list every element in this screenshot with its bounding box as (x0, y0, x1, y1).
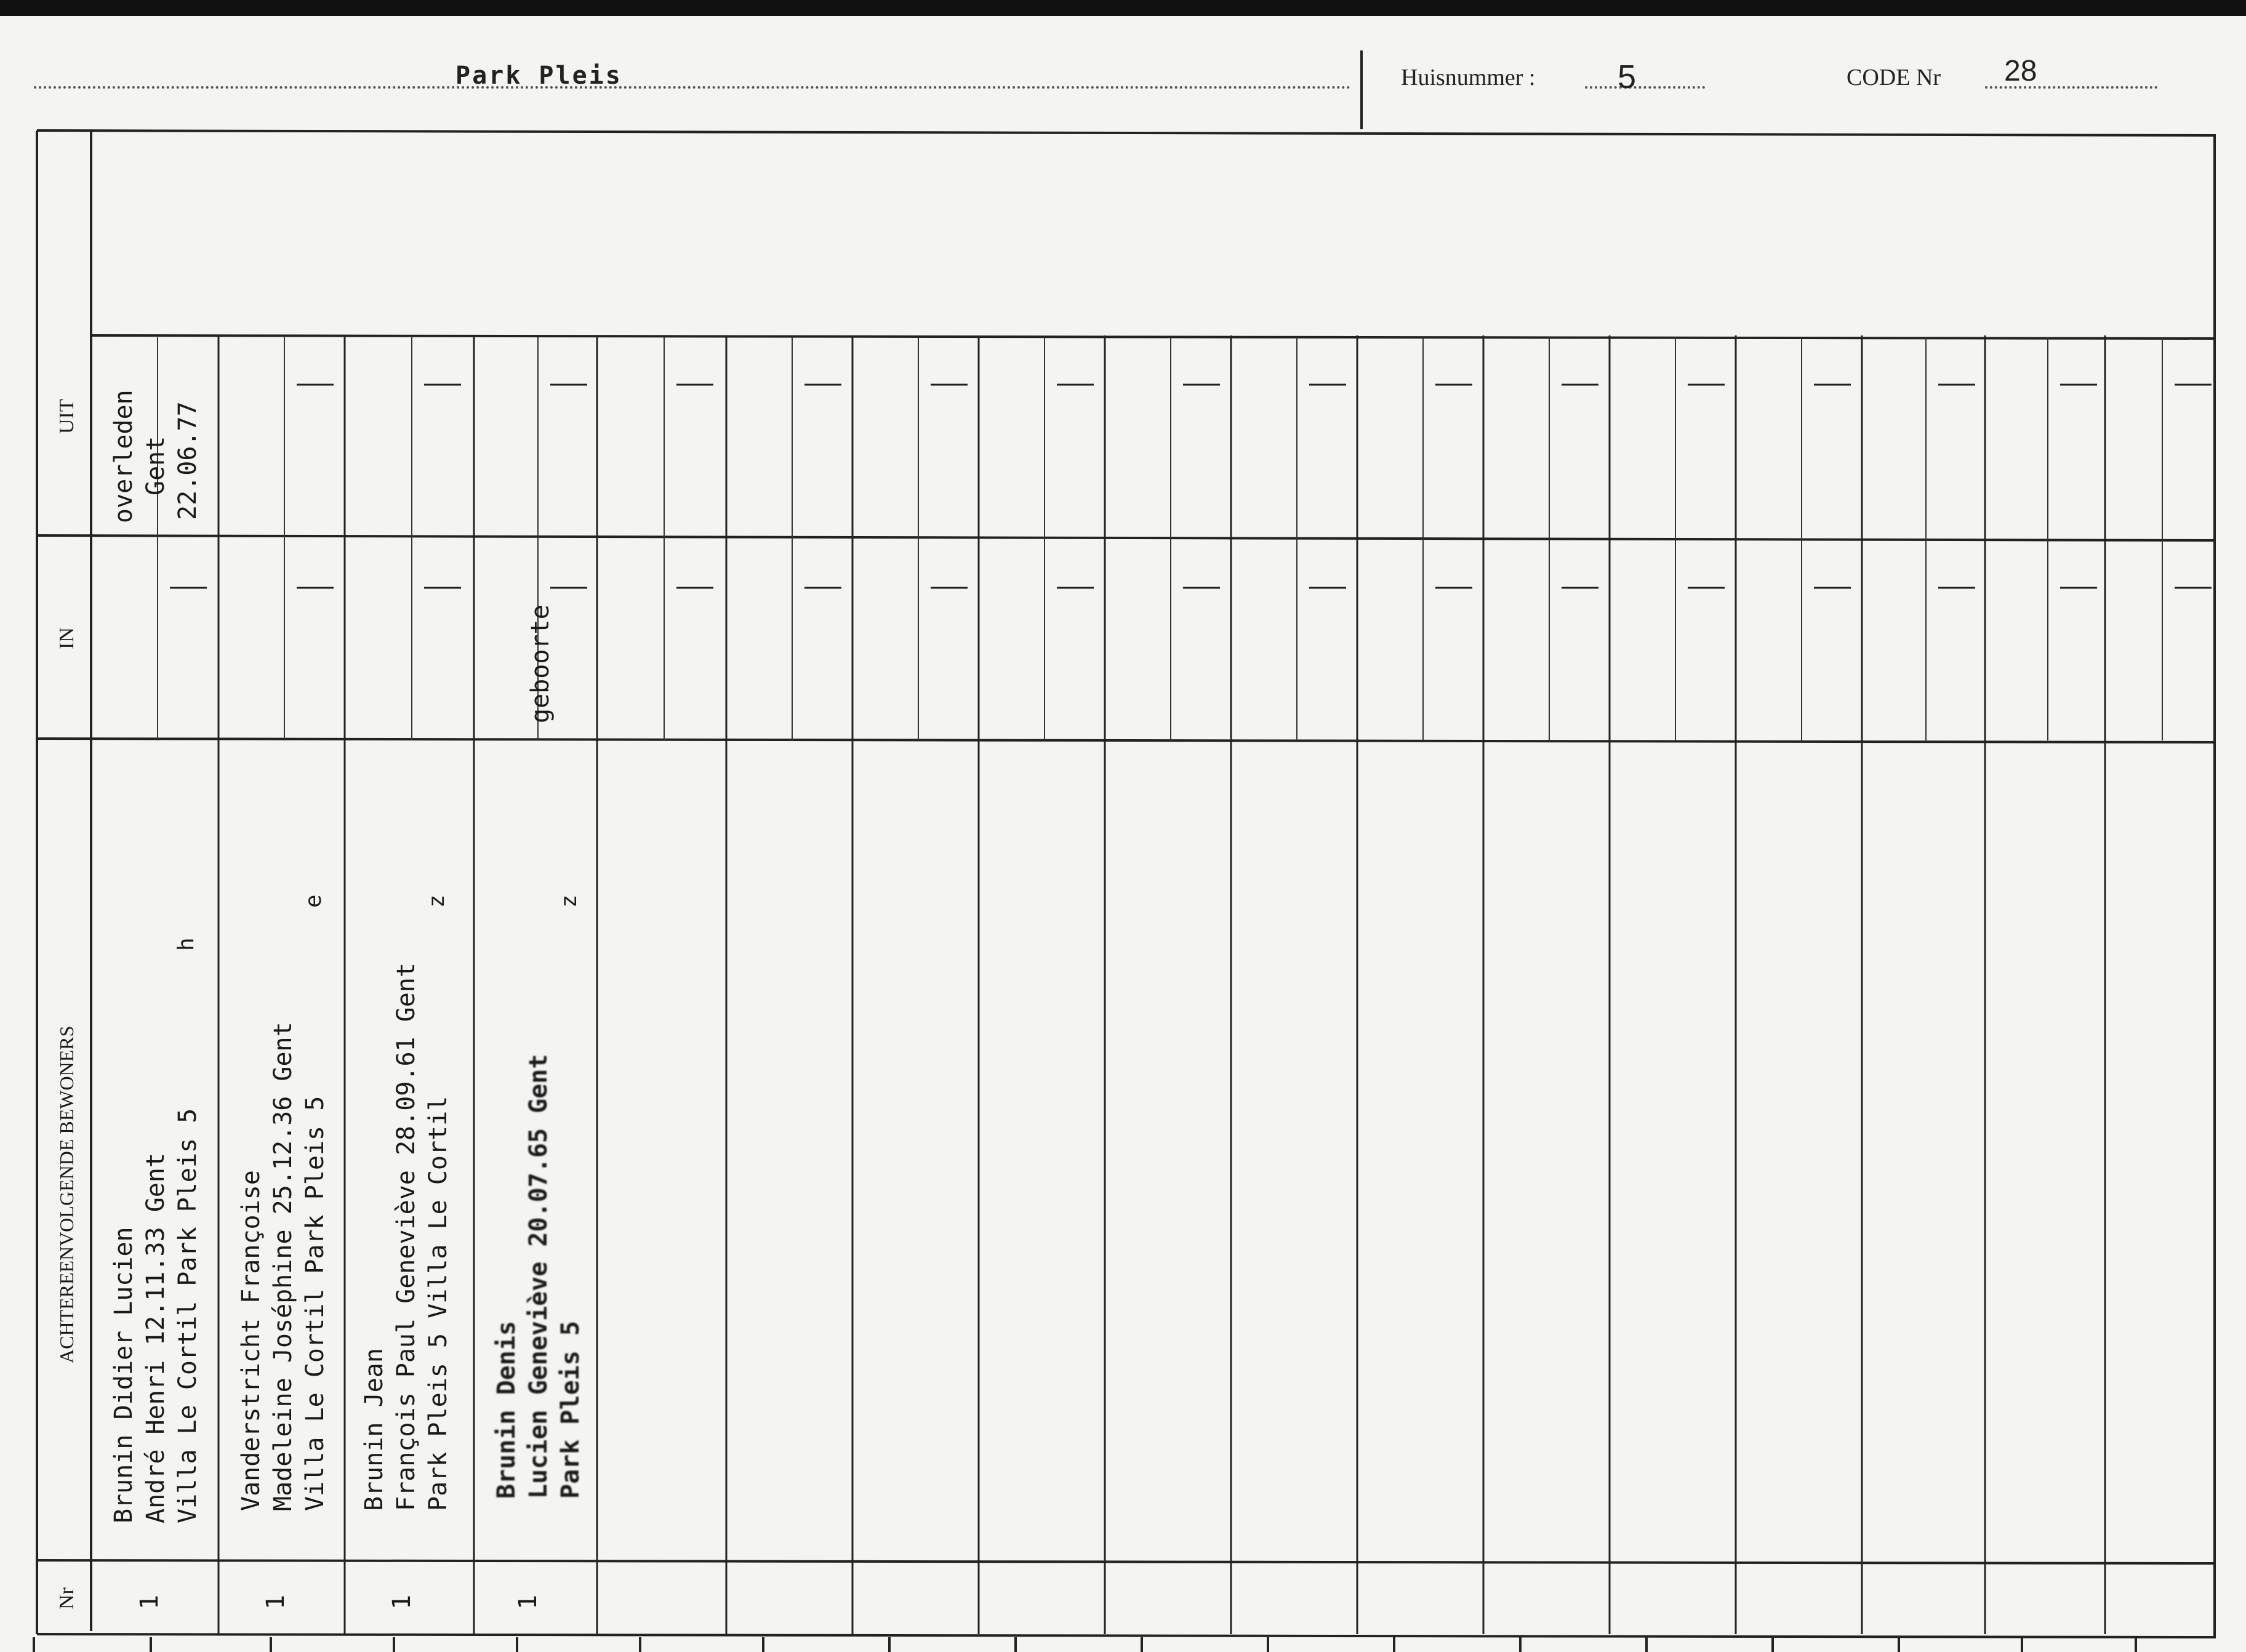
column-header-in: IN (55, 627, 78, 649)
entry-address-line: Villa Le Cortil Park Pleis 5 (174, 1108, 202, 1523)
entry-nr: 1 (262, 1594, 290, 1610)
entry-tag: z (556, 894, 582, 908)
entry-tag: h (174, 937, 199, 951)
code-number-value: 28 (2004, 55, 2037, 87)
entry-tag: e (301, 894, 326, 908)
entry-name-line: Brunin Didier Lucien (110, 1227, 138, 1523)
entry-in-value: geboorte (526, 604, 555, 723)
entry-name-line: Brunin Denis (492, 1321, 521, 1499)
entry-nr: 1 (514, 1594, 542, 1610)
column-header-uit: UIT (55, 399, 78, 434)
column-header-nr: Nr (55, 1587, 78, 1610)
code-number-label: CODE Nr (1847, 65, 1941, 90)
column-header-bewoners: ACHTEREENVOLGENDE BEWONERS (55, 1025, 78, 1363)
entry-address-line: Park Pleis 5 Villa Le Cortil (424, 1096, 452, 1511)
entry-nr: 1 (135, 1594, 164, 1610)
entry-uit-line: overleden (110, 390, 138, 523)
entry-address-line: Villa Le Cortil Park Pleis 5 (301, 1096, 329, 1511)
entry-birth-line: François Paul Geneviève 28.09.61 Gent (392, 962, 420, 1511)
street-name: Park Pleis (455, 62, 622, 90)
entry-birth-line: Lucien Geneviève 20.07.65 Gent (524, 1054, 553, 1499)
entry-nr: 1 (388, 1594, 416, 1610)
entry-birth-line: Madeleine Joséphine 25.12.36 Gent (269, 1022, 297, 1511)
entry-uit-line: Gent (142, 436, 170, 495)
entry-tag: z (424, 894, 449, 908)
entry-birth-line: André Henri 12.11.33 Gent (142, 1152, 170, 1523)
house-number-label: Huisnummer : (1401, 65, 1536, 90)
house-number-value: 5 (1618, 58, 1637, 95)
entry-address-line: Park Pleis 5 (556, 1321, 585, 1499)
entry-name-line: Brunin Jean (360, 1348, 388, 1511)
entry-name-line: Vanderstricht Françoise (237, 1170, 265, 1511)
entry-uit-line: 22.06.77 (174, 401, 202, 520)
